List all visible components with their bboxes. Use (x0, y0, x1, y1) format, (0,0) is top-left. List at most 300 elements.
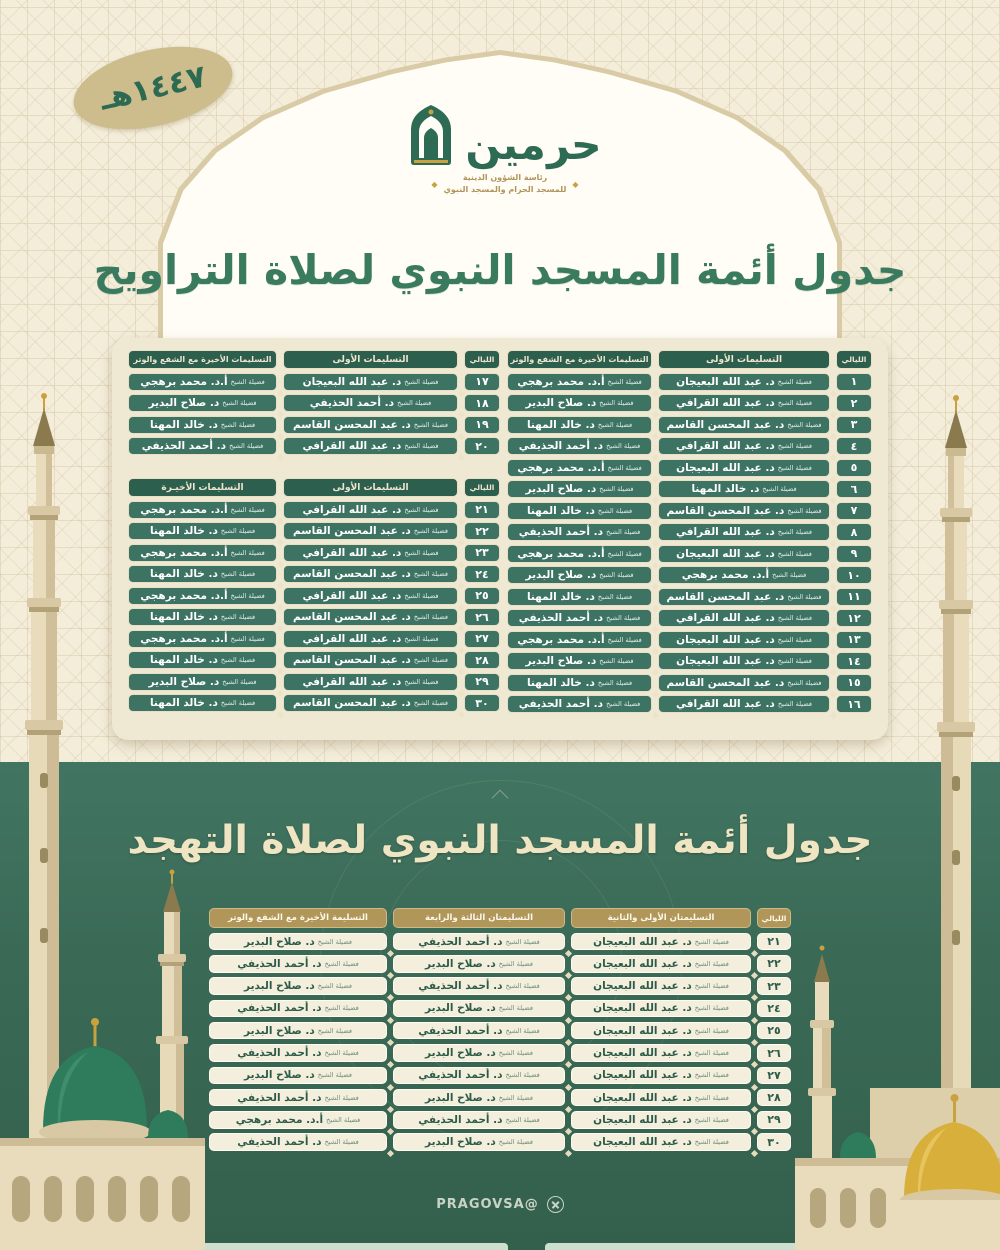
honorific: فضيلة الشيخ (597, 592, 633, 601)
honorific: فضيلة الشيخ (787, 506, 822, 515)
imam-first-tasleemat (658, 609, 830, 627)
honorific: فضيلة الشيخ (498, 1138, 533, 1147)
imam-name: د. خالد المهنا (526, 418, 595, 431)
imam-name: د. صلاح البدير (244, 935, 315, 948)
table-header-row (209, 908, 791, 928)
imam-last-tasleemat (128, 673, 277, 691)
imam-last-tasleemah (209, 955, 387, 973)
imam-last-tasleemat (128, 565, 277, 583)
imam-tasleemat-3-4 (393, 1111, 565, 1129)
imam-name: د. أحمد الحذيفي (418, 1113, 503, 1126)
night-number: ٢٣ (757, 977, 791, 995)
imam-first-tasleemat (658, 545, 830, 563)
night-number: ١٩ (464, 416, 500, 434)
honorific: فضيلة الشيخ (229, 442, 264, 450)
honorific: فضيلة الشيخ (404, 677, 439, 686)
table-row (209, 933, 791, 951)
imam-name: د. أحمد الحذيفي (237, 957, 322, 970)
table-row (507, 373, 872, 391)
imam-first-tasleemat (283, 694, 458, 712)
honorific: فضيلة الشيخ (317, 1026, 352, 1035)
imam-last-tasleemat (507, 695, 652, 713)
imam-first-tasleemat (658, 695, 830, 713)
honorific: فضيلة الشيخ (777, 399, 812, 407)
honorific: فضيلة الشيخ (413, 570, 448, 578)
honorific: فضيلة الشيخ (777, 377, 812, 386)
imam-tasleemat-3-4 (393, 1022, 565, 1040)
col-header-last-tasleemat: التسليمات الأخيـرة (128, 478, 277, 497)
honorific: فضيلة الشيخ (694, 1093, 729, 1102)
logo-org-text: رئاسة الشؤون الدينية للمسجد الحرام والمسجد النبوي (443, 173, 567, 194)
night-number: ٢٦ (464, 608, 500, 626)
imam-name: د. عبد الله البعيجان (676, 547, 775, 560)
honorific: فضيلة الشيخ (220, 699, 256, 707)
imam-name: أ.د. محمد برهجي (140, 546, 228, 559)
imam-first-tasleemat (658, 566, 830, 584)
honorific: فضيلة الشيخ (498, 1093, 533, 1102)
imam-name: د. عبد الله القرافي (676, 526, 775, 538)
haramain-logo (390, 104, 620, 196)
honorific: فضيلة الشيخ (599, 399, 634, 407)
honorific: فضيلة الشيخ (498, 1049, 533, 1058)
imam-name: د. أحمد الحذيفي (518, 526, 604, 538)
honorific: فضيلة الشيخ (606, 528, 641, 536)
night-number: ٢٢ (464, 522, 500, 540)
table-row (507, 566, 872, 584)
col-header-nights: الليالي (757, 908, 791, 928)
imam-name: د. عبد المحسن القاسم (666, 676, 785, 689)
col-header-first-tasleemat: التسليمات الأولى (283, 350, 458, 369)
table-row (128, 587, 500, 605)
imam-name: د. أحمد الحذيفي (418, 935, 503, 948)
honorific: فضيلة الشيخ (404, 548, 439, 557)
table-row (209, 977, 791, 995)
cropped-next-section-card (545, 1243, 923, 1250)
imam-name: د. أحمد الحذيفي (237, 1047, 322, 1060)
honorific: فضيلة الشيخ (787, 678, 822, 687)
table-row (209, 1111, 791, 1129)
imam-name: د. عبد الله البعيجان (593, 980, 692, 993)
taraweeh-table-nights-21-30 (128, 478, 500, 712)
imam-name: د. عبد الله البعيجان (593, 957, 692, 970)
honorific: فضيلة الشيخ (694, 1004, 729, 1013)
night-number: ٣ (836, 416, 872, 434)
honorific: فضيلة الشيخ (606, 442, 641, 450)
imam-tasleemat-3-4 (393, 933, 565, 951)
col-header-nights: الليالي (464, 350, 500, 369)
imam-name: أ.د. محمد برهجي (140, 589, 228, 602)
imam-name: د. عبد الله القرافي (302, 440, 402, 452)
honorific: فضيلة الشيخ (324, 1093, 359, 1102)
imam-name: د. عبد الله القرافي (302, 632, 402, 645)
imam-name: د. أحمد الحذيفي (418, 1024, 503, 1037)
col-header-nights: الليالي (464, 478, 500, 497)
imam-first-tasleemat (658, 459, 830, 477)
table-row (507, 652, 872, 670)
night-number: ٣٠ (757, 1133, 791, 1151)
imam-name: د. أحمد الحذيفي (518, 440, 604, 452)
imam-name: د. عبد الله البعيجان (593, 935, 692, 948)
col-header-last-tasleemat: التسليمات الأخيرة مع الشفع والوتر (507, 350, 652, 369)
honorific: فضيلة الشيخ (413, 613, 448, 621)
table-row (128, 673, 500, 691)
honorific: فضيلة الشيخ (777, 463, 812, 472)
imam-first-tasleemat (283, 522, 458, 540)
honorific: فضيلة الشيخ (324, 1049, 359, 1058)
imam-tasleemat-3-4 (393, 977, 565, 995)
night-number: ٦ (836, 480, 872, 498)
honorific: فضيلة الشيخ (777, 700, 812, 708)
col-header-first-tasleemat: التسليمات الأولى (658, 350, 830, 369)
honorific: فضيلة الشيخ (220, 420, 256, 429)
night-number: ٢٧ (757, 1067, 791, 1085)
imam-name: أ.د. محمد برهجي (517, 547, 605, 560)
honorific: فضيلة الشيخ (777, 528, 812, 536)
honorific: فضيلة الشيخ (230, 377, 265, 386)
honorific: فضيلة الشيخ (498, 959, 533, 968)
night-number: ٢٨ (757, 1089, 791, 1107)
imam-tasleemat-3-4 (393, 1067, 565, 1085)
imam-last-tasleemah (209, 1000, 387, 1018)
imam-name: أ.د. محمد برهجي (140, 375, 228, 388)
table-row (507, 523, 872, 541)
imam-last-tasleemat (507, 545, 652, 563)
imam-name: د. صلاح البدير (525, 397, 597, 409)
night-number: ١٣ (836, 631, 872, 649)
imam-name: د. خالد المهنا (526, 504, 595, 517)
col-header-last-tasleemat: التسليمات الأخيرة مع الشفع والوتر (128, 350, 277, 369)
imam-name: أ.د. محمد برهجي (517, 633, 605, 646)
imam-name: د. صلاح البدير (425, 1091, 496, 1104)
imam-first-tasleemat (658, 631, 830, 649)
imam-name: د. صلاح البدير (148, 675, 220, 688)
imam-last-tasleemat (507, 502, 652, 520)
honorific: فضيلة الشيخ (597, 678, 633, 687)
night-number: ٩ (836, 545, 872, 563)
taraweeh-table-nights-1-16 (507, 350, 872, 713)
imam-last-tasleemat (128, 501, 277, 519)
imam-last-tasleemat (507, 588, 652, 606)
separator-diamond (277, 454, 284, 461)
honorific: فضيلة الشيخ (694, 1138, 729, 1147)
imam-name: د. عبد الله البعيجان (593, 1069, 692, 1082)
night-number: ٣٠ (464, 694, 500, 712)
imam-name: د. عبد الله البعيجان (593, 1091, 692, 1104)
honorific: فضيلة الشيخ (404, 377, 439, 386)
tahajjud-table-nights-21-30 (209, 908, 791, 1151)
honorific: فضيلة الشيخ (777, 614, 812, 622)
honorific: فضيلة الشيخ (230, 548, 265, 557)
footer (0, 1196, 1000, 1213)
col-header-first-tasleemat: التسليمات الأولى (283, 478, 458, 497)
night-number: ٢٩ (757, 1111, 791, 1129)
table-row (128, 608, 500, 626)
imam-first-tasleemat (658, 437, 830, 455)
imam-name: د. عبد الله القرافي (676, 440, 775, 452)
table-row (128, 394, 500, 412)
table-row (128, 694, 500, 712)
imam-first-tasleemat (658, 373, 830, 391)
night-number: ١٥ (836, 674, 872, 692)
imam-name: د. عبد الله القرافي (676, 397, 775, 409)
separator-diamond (830, 712, 837, 719)
imam-last-tasleemat (128, 373, 277, 391)
separator-diamond (652, 712, 659, 719)
imam-name: د. عبد الله البعيجان (593, 1024, 692, 1037)
honorific: فضيلة الشيخ (317, 982, 352, 991)
honorific: فضيلة الشيخ (505, 982, 540, 991)
imam-first-tasleemat (658, 652, 830, 670)
imam-name: د. عبد الله البعيجان (593, 1047, 692, 1060)
imam-last-tasleemat (128, 416, 277, 434)
gold-emblem-icon: ◆ (572, 179, 579, 189)
honorific: فضيلة الشيخ (694, 1026, 729, 1035)
imam-name: د. عبد الله البعيجان (676, 375, 775, 388)
honorific: فضيلة الشيخ (317, 1071, 352, 1080)
imam-name: أ.د. محمد برهجي (517, 461, 605, 474)
imam-first-tasleemat (658, 480, 830, 498)
honorific: فضيلة الشيخ (326, 1115, 361, 1124)
night-number: ٢٩ (464, 673, 500, 691)
honorific: فضيلة الشيخ (607, 463, 642, 472)
imam-tasleemat-1-2 (571, 1089, 751, 1107)
table-row (128, 565, 500, 583)
imam-first-tasleemat (283, 651, 458, 669)
night-number: ٢٤ (757, 1000, 791, 1018)
imam-name: د. صلاح البدير (525, 569, 597, 581)
col-header-tasleemat-1-2: التسليمتان الأولى والثانية (571, 908, 751, 928)
taraweeh-title: جدول أئمة المسجد النبوي لصلاة التراويح (93, 246, 907, 294)
imam-name: د. صلاح البدير (425, 957, 496, 970)
honorific: فضيلة الشيخ (220, 527, 256, 535)
honorific: فضيلة الشيخ (694, 1115, 729, 1124)
social-handle: @PRAGOVSA (436, 1197, 539, 1212)
imam-name: د. عبد الله البعيجان (676, 633, 775, 646)
imam-name: د. خالد المهنا (526, 676, 595, 689)
honorific: فضيلة الشيخ (397, 399, 432, 407)
imam-name: د. صلاح البدير (425, 1047, 496, 1060)
honorific: فضيلة الشيخ (505, 1026, 540, 1035)
cropped-next-section-card (948, 1243, 1000, 1250)
imam-tasleemat-3-4 (393, 955, 565, 973)
imam-last-tasleemat (128, 437, 277, 455)
imam-last-tasleemat (128, 544, 277, 562)
honorific: فضيلة الشيخ (606, 614, 641, 622)
table-row (507, 394, 872, 412)
honorific: فضيلة الشيخ (694, 959, 729, 968)
table-row (128, 544, 500, 562)
imam-name: د. عبد الله البعيجان (676, 461, 775, 474)
imam-tasleemat-1-2 (571, 955, 751, 973)
night-number: ١ (836, 373, 872, 391)
table-row (209, 1000, 791, 1018)
honorific: فضيلة الشيخ (220, 570, 256, 578)
imam-first-tasleemat (658, 523, 830, 541)
table-row (507, 674, 872, 692)
imam-last-tasleemat (128, 587, 277, 605)
night-number: ٨ (836, 523, 872, 541)
imam-last-tasleemah (209, 1067, 387, 1085)
imam-last-tasleemat (128, 651, 277, 669)
separator-diamond (458, 454, 465, 461)
imam-name: د. صلاح البدير (244, 980, 315, 993)
imam-name: د. صلاح البدير (148, 397, 220, 409)
imam-last-tasleemat (128, 630, 277, 648)
imam-name: د. صلاح البدير (244, 1024, 315, 1037)
honorific: فضيلة الشيخ (694, 982, 729, 991)
night-number: ٢٣ (464, 544, 500, 562)
honorific: فضيلة الشيخ (404, 442, 439, 450)
imam-first-tasleemat (283, 673, 458, 691)
table-row (209, 1089, 791, 1107)
table-row (507, 502, 872, 520)
imam-last-tasleemat (507, 394, 652, 412)
imam-name: د. أحمد الحذيفي (418, 980, 503, 993)
honorific: فضيلة الشيخ (777, 635, 812, 644)
col-header-nights: الليالي (836, 350, 872, 369)
imam-name: د. عبد المحسن القاسم (293, 525, 411, 537)
x-social-icon (547, 1196, 564, 1213)
imam-name: د. خالد المهنا (149, 525, 218, 537)
imam-name: د. عبد المحسن القاسم (293, 654, 411, 666)
imam-tasleemat-1-2 (571, 1000, 751, 1018)
imam-tasleemat-1-2 (571, 977, 751, 995)
table-row (209, 1067, 791, 1085)
imam-name: د. عبد المحسن القاسم (666, 418, 785, 431)
honorific: فضيلة الشيخ (599, 657, 634, 665)
imam-name: د. عبد المحسن القاسم (293, 697, 411, 709)
table-row (507, 695, 872, 713)
imam-name: أ.د. محمد برهجي (140, 632, 228, 645)
table-row (507, 480, 872, 498)
imam-last-tasleemat (507, 373, 652, 391)
imam-tasleemat-1-2 (571, 1044, 751, 1062)
imam-name: د. صلاح البدير (425, 1136, 496, 1149)
imam-tasleemat-1-2 (571, 1111, 751, 1129)
honorific: فضيلة الشيخ (599, 571, 634, 579)
honorific: فضيلة الشيخ (787, 592, 822, 601)
taraweeh-tables-panel (112, 338, 888, 740)
imam-name: د. صلاح البدير (525, 655, 597, 667)
table-row (507, 588, 872, 606)
imam-name: د. عبد الله القرافي (302, 503, 402, 516)
imam-name: د. عبد الله القرافي (302, 589, 402, 602)
night-number: ٢٧ (464, 630, 500, 648)
honorific: فضيلة الشيخ (404, 634, 439, 643)
honorific: فضيلة الشيخ (597, 420, 633, 429)
night-number: ٢٦ (757, 1044, 791, 1062)
honorific: فضيلة الشيخ (324, 1138, 359, 1147)
table-row (209, 1133, 791, 1151)
night-number: ١٨ (464, 394, 500, 412)
night-number: ٤ (836, 437, 872, 455)
honorific: فضيلة الشيخ (324, 959, 359, 968)
imam-name: د. أحمد الحذيفي (309, 397, 395, 409)
table-row (128, 416, 500, 434)
tahajjud-title: جدول أئمة المسجد النبوي لصلاة التهجد (127, 818, 873, 863)
imam-name: د. أحمد الحذيفي (518, 612, 604, 624)
table-row (507, 459, 872, 477)
imam-name: د. عبد الله البعيجان (676, 655, 775, 667)
imam-tasleemat-1-2 (571, 1133, 751, 1151)
night-number: ١٦ (836, 695, 872, 713)
imam-first-tasleemat (658, 394, 830, 412)
imam-tasleemat-3-4 (393, 1000, 565, 1018)
imam-last-tasleemat (507, 631, 652, 649)
night-number: ٢٤ (464, 565, 500, 583)
night-number: ٢١ (757, 933, 791, 951)
imam-last-tasleemat (507, 609, 652, 627)
imam-name: أ.د. محمد برهجي (681, 569, 770, 581)
table-row (128, 630, 500, 648)
imam-name: د. عبد المحسن القاسم (293, 611, 411, 623)
honorific: فضيلة الشيخ (694, 937, 729, 946)
imam-tasleemat-1-2 (571, 933, 751, 951)
imam-first-tasleemat (283, 416, 458, 434)
imam-name: د. أحمد الحذيفي (518, 698, 604, 710)
night-number: ٢٥ (464, 587, 500, 605)
imam-name: د. خالد المهنا (149, 654, 218, 666)
imam-last-tasleemat (128, 394, 277, 412)
imam-first-tasleemat (283, 630, 458, 648)
honorific: فضيلة الشيخ (777, 549, 812, 558)
imam-tasleemat-3-4 (393, 1044, 565, 1062)
imam-first-tasleemat (283, 544, 458, 562)
imam-last-tasleemah (209, 1022, 387, 1040)
night-number: ٧ (836, 502, 872, 520)
honorific: فضيلة الشيخ (413, 699, 448, 707)
imam-name: د. عبد المحسن القاسم (293, 568, 411, 580)
imam-first-tasleemat (658, 588, 830, 606)
imam-name: أ.د. محمد برهجي (140, 503, 228, 516)
table-row (128, 501, 500, 519)
table-header-row (128, 478, 500, 497)
night-number: ٢٨ (464, 651, 500, 669)
imam-name: د. خالد المهنا (149, 697, 218, 709)
imam-last-tasleemah (209, 1111, 387, 1129)
imam-name: د. عبد المحسن القاسم (666, 504, 785, 517)
year-badge-text: ١٤٤٧هـ (96, 58, 210, 118)
col-header-last-tasleemah: التسليمة الأخيرة مع الشفع والوتر (209, 908, 387, 928)
honorific: فضيلة الشيخ (607, 549, 642, 558)
gold-emblem-icon: ◆ (431, 179, 438, 189)
imam-last-tasleemat (507, 480, 652, 498)
honorific: فضيلة الشيخ (413, 420, 448, 429)
honorific: فضيلة الشيخ (607, 635, 642, 644)
honorific: فضيلة الشيخ (413, 656, 448, 664)
table-row (507, 416, 872, 434)
honorific: فضيلة الشيخ (607, 377, 642, 386)
honorific: فضيلة الشيخ (220, 613, 256, 621)
honorific: فضيلة الشيخ (404, 591, 439, 600)
imam-last-tasleemat (507, 437, 652, 455)
table-header-row (128, 350, 500, 369)
imam-last-tasleemat (507, 566, 652, 584)
honorific: فضيلة الشيخ (694, 1071, 729, 1080)
imam-name: د. عبد الله القرافي (302, 675, 402, 688)
night-number: ٢٢ (757, 955, 791, 973)
imam-name: د. عبد المحسن القاسم (666, 590, 785, 603)
mosque-arch-icon (408, 104, 454, 166)
table-row (128, 373, 500, 391)
honorific: فضيلة الشيخ (505, 1115, 540, 1124)
cropped-next-section-card (150, 1243, 508, 1250)
imam-name: أ.د. محمد برهجي (517, 375, 605, 388)
table-row (128, 522, 500, 540)
imam-name: د. عبد الله القرافي (302, 546, 402, 559)
imam-name: د. عبد المحسن القاسم (293, 418, 411, 431)
honorific: فضيلة الشيخ (772, 571, 807, 579)
